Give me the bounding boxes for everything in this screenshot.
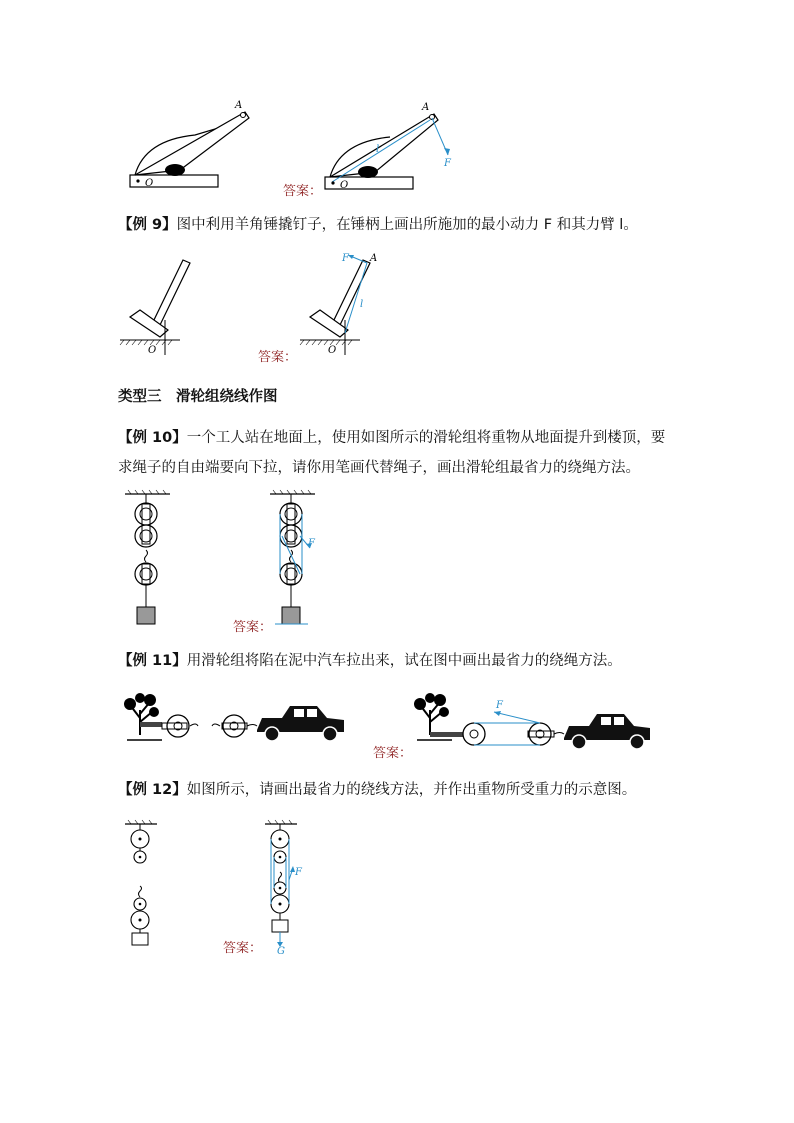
svg-text:F: F (444, 158, 451, 169)
hammer-answer-figure (300, 255, 390, 355)
example-text: 用滑轮组将陷在泥中汽车拉出来，试在图中画出最省力的绕绳方法。 (186, 653, 622, 669)
section-title: 类型三 滑轮组绕线作图 (118, 389, 278, 405)
example-text: 图中利用羊角锤撬钉子，在锤柄上画出所施加的最小动力 F 和其力臂 l。 (176, 217, 638, 233)
pulley-figure-12 (125, 820, 165, 950)
hammer-figure (120, 255, 200, 355)
example-tag: 【例 9】 (118, 217, 177, 233)
answer-label: 答案： (373, 746, 413, 761)
svg-text:O: O (340, 180, 349, 191)
car-icon (564, 714, 650, 749)
example-text: 如图所示，请画出最省力的绕线方法，并作出重物所受重力的示意图。 (186, 782, 637, 798)
example-tag: 【例 12】 (118, 782, 187, 798)
svg-text:l: l (376, 144, 380, 155)
car-icon (257, 706, 344, 741)
example-tag: 【例 11】 (118, 653, 187, 669)
example-tag: 【例 10】 (118, 430, 187, 446)
svg-text:O: O (145, 178, 154, 189)
example-12 (118, 779, 636, 801)
example-9 (118, 214, 638, 236)
svg-text:O: O (328, 345, 337, 356)
car-pulley-figure (122, 690, 352, 750)
tree-icon (124, 693, 162, 740)
svg-text:O: O (148, 345, 157, 356)
svg-text:A: A (235, 100, 243, 111)
example-text: 一个工人站在地面上，使用如图所示的滑轮组将重物从地面提升到楼顶，要求绳子的自由端要向下拉，请你用笔画代替绳子，画出滑轮组最省力的绕绳方法。 (118, 430, 666, 476)
svg-text:F: F (308, 538, 315, 549)
svg-text:F: F (295, 867, 302, 878)
svg-text:A: A (370, 253, 378, 264)
example-11 (118, 650, 622, 672)
svg-text:G: G (277, 946, 285, 957)
svg-text:A: A (422, 102, 430, 113)
pulley-figure-10 (125, 490, 175, 630)
cutter-answer-figure (318, 100, 451, 195)
example-10 (118, 423, 678, 483)
pulley-answer-figure-10 (270, 490, 330, 630)
pulley-answer-figure-12 (265, 820, 315, 955)
answer-label: 答案： (283, 184, 323, 199)
answer-label: 答案： (223, 941, 263, 956)
car-pulley-answer-figure (412, 690, 652, 750)
answer-label: 答案： (258, 350, 298, 365)
svg-text:l: l (360, 299, 364, 310)
answer-label: 答案： (233, 620, 273, 635)
svg-text:F: F (496, 700, 503, 711)
svg-text:F: F (342, 253, 349, 264)
cutter-figure (125, 100, 243, 195)
